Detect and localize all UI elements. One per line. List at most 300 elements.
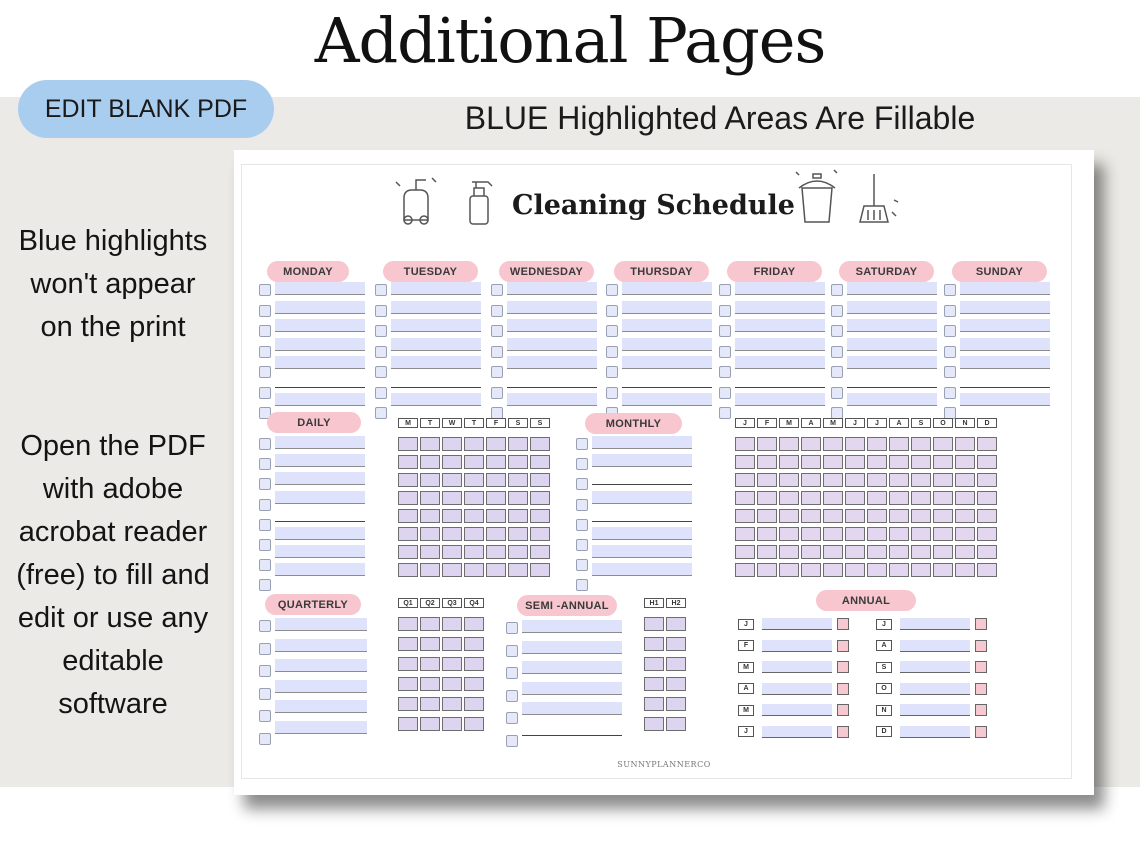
task-input[interactable] [847,375,937,388]
tracker-cell[interactable] [508,527,528,541]
tracker-cell[interactable] [420,717,440,731]
task-input[interactable] [592,545,692,558]
task-input[interactable] [507,375,597,388]
task-checkbox[interactable] [375,366,387,378]
tracker-cell[interactable] [977,473,997,487]
annual-task-input[interactable] [762,683,832,695]
tracker-cell[interactable] [933,473,953,487]
task-checkbox[interactable] [831,325,843,337]
task-checkbox[interactable] [375,387,387,399]
task-checkbox[interactable] [576,438,588,450]
tracker-cell[interactable] [845,437,865,451]
task-checkbox[interactable] [576,519,588,531]
tracker-cell[interactable] [398,717,418,731]
tracker-cell[interactable] [530,473,550,487]
annual-checkbox[interactable] [975,640,987,652]
task-checkbox[interactable] [259,478,271,490]
tracker-cell[interactable] [735,455,755,469]
task-input[interactable] [275,721,367,734]
tracker-cell[interactable] [977,491,997,505]
tracker-cell[interactable] [933,563,953,577]
tracker-cell[interactable] [420,509,440,523]
tracker-cell[interactable] [464,455,484,469]
tracker-cell[interactable] [644,677,664,691]
tracker-cell[interactable] [889,455,909,469]
task-input[interactable] [592,454,692,467]
task-input[interactable] [391,301,481,314]
tracker-cell[interactable] [955,563,975,577]
tracker-cell[interactable] [442,491,462,505]
tracker-cell[interactable] [644,717,664,731]
task-checkbox[interactable] [719,387,731,399]
tracker-cell[interactable] [933,491,953,505]
task-input[interactable] [622,319,712,332]
tracker-cell[interactable] [644,697,664,711]
task-input[interactable] [735,301,825,314]
tracker-cell[interactable] [398,509,418,523]
task-input[interactable] [507,319,597,332]
tracker-cell[interactable] [823,509,843,523]
task-checkbox[interactable] [491,366,503,378]
task-input[interactable] [522,641,622,654]
tracker-cell[interactable] [644,637,664,651]
tracker-cell[interactable] [508,437,528,451]
tracker-cell[interactable] [644,617,664,631]
tracker-cell[interactable] [398,563,418,577]
tracker-cell[interactable] [867,509,887,523]
task-checkbox[interactable] [831,346,843,358]
tracker-cell[interactable] [508,473,528,487]
task-input[interactable] [522,682,622,695]
task-checkbox[interactable] [719,366,731,378]
task-checkbox[interactable] [375,407,387,419]
tracker-cell[interactable] [735,509,755,523]
tracker-cell[interactable] [464,637,484,651]
annual-checkbox[interactable] [975,704,987,716]
tracker-cell[interactable] [801,563,821,577]
task-checkbox[interactable] [831,305,843,317]
task-input[interactable] [507,356,597,369]
task-input[interactable] [507,393,597,406]
tracker-cell[interactable] [420,437,440,451]
task-input[interactable] [391,356,481,369]
task-checkbox[interactable] [944,346,956,358]
tracker-cell[interactable] [955,491,975,505]
tracker-cell[interactable] [801,545,821,559]
tracker-cell[interactable] [845,509,865,523]
tracker-cell[interactable] [933,527,953,541]
annual-checkbox[interactable] [837,618,849,630]
task-checkbox[interactable] [719,346,731,358]
tracker-cell[interactable] [508,455,528,469]
tracker-cell[interactable] [955,509,975,523]
task-input[interactable] [960,301,1050,314]
tracker-cell[interactable] [464,697,484,711]
tracker-cell[interactable] [889,473,909,487]
task-checkbox[interactable] [719,325,731,337]
tracker-cell[interactable] [464,437,484,451]
task-checkbox[interactable] [719,407,731,419]
tracker-cell[interactable] [420,617,440,631]
tracker-cell[interactable] [955,527,975,541]
tracker-cell[interactable] [442,509,462,523]
task-checkbox[interactable] [944,284,956,296]
tracker-cell[interactable] [977,545,997,559]
task-input[interactable] [847,282,937,295]
tracker-cell[interactable] [666,657,686,671]
annual-checkbox[interactable] [837,640,849,652]
tracker-cell[interactable] [464,545,484,559]
task-checkbox[interactable] [259,284,271,296]
tracker-cell[interactable] [889,437,909,451]
task-input[interactable] [960,356,1050,369]
tracker-cell[interactable] [823,473,843,487]
task-input[interactable] [275,639,367,652]
annual-checkbox[interactable] [975,726,987,738]
task-input[interactable] [622,338,712,351]
tracker-cell[interactable] [530,563,550,577]
task-input[interactable] [275,338,365,351]
tracker-cell[interactable] [420,563,440,577]
tracker-cell[interactable] [757,491,777,505]
tracker-cell[interactable] [530,527,550,541]
tracker-cell[interactable] [779,545,799,559]
annual-task-input[interactable] [900,661,970,673]
tracker-cell[interactable] [823,455,843,469]
annual-task-input[interactable] [762,640,832,652]
tracker-cell[interactable] [977,527,997,541]
tracker-cell[interactable] [867,473,887,487]
tracker-cell[interactable] [977,509,997,523]
task-checkbox[interactable] [259,559,271,571]
task-input[interactable] [592,509,692,522]
tracker-cell[interactable] [757,437,777,451]
tracker-cell[interactable] [911,473,931,487]
tracker-cell[interactable] [398,491,418,505]
tracker-cell[interactable] [955,455,975,469]
task-checkbox[interactable] [831,284,843,296]
tracker-cell[interactable] [757,563,777,577]
annual-task-input[interactable] [900,640,970,652]
tracker-cell[interactable] [955,437,975,451]
task-input[interactable] [735,375,825,388]
task-input[interactable] [847,301,937,314]
tracker-cell[interactable] [933,437,953,451]
tracker-cell[interactable] [666,697,686,711]
task-input[interactable] [275,491,365,504]
tracker-cell[interactable] [955,473,975,487]
task-checkbox[interactable] [606,284,618,296]
task-input[interactable] [275,659,367,672]
annual-checkbox[interactable] [837,726,849,738]
task-checkbox[interactable] [259,519,271,531]
task-input[interactable] [275,509,365,522]
tracker-cell[interactable] [420,491,440,505]
tracker-cell[interactable] [486,545,506,559]
annual-task-input[interactable] [900,618,970,630]
tracker-cell[interactable] [823,545,843,559]
task-checkbox[interactable] [944,325,956,337]
annual-checkbox[interactable] [837,661,849,673]
tracker-cell[interactable] [442,717,462,731]
tracker-cell[interactable] [955,545,975,559]
tracker-cell[interactable] [486,437,506,451]
tracker-cell[interactable] [666,717,686,731]
tracker-cell[interactable] [801,455,821,469]
task-input[interactable] [847,393,937,406]
task-checkbox[interactable] [259,620,271,632]
task-input[interactable] [622,301,712,314]
task-input[interactable] [391,338,481,351]
tracker-cell[interactable] [530,437,550,451]
tracker-cell[interactable] [508,491,528,505]
tracker-cell[interactable] [442,677,462,691]
tracker-cell[interactable] [779,527,799,541]
tracker-cell[interactable] [977,455,997,469]
task-checkbox[interactable] [259,305,271,317]
task-input[interactable] [735,319,825,332]
task-input[interactable] [960,319,1050,332]
tracker-cell[interactable] [867,527,887,541]
tracker-cell[interactable] [889,563,909,577]
tracker-cell[interactable] [508,563,528,577]
task-checkbox[interactable] [506,690,518,702]
tracker-cell[interactable] [464,473,484,487]
task-checkbox[interactable] [259,438,271,450]
task-input[interactable] [847,338,937,351]
task-checkbox[interactable] [259,458,271,470]
tracker-cell[interactable] [933,509,953,523]
task-checkbox[interactable] [576,478,588,490]
tracker-cell[interactable] [735,437,755,451]
tracker-cell[interactable] [911,563,931,577]
task-checkbox[interactable] [506,712,518,724]
task-input[interactable] [507,301,597,314]
task-checkbox[interactable] [606,305,618,317]
annual-task-input[interactable] [762,618,832,630]
tracker-cell[interactable] [801,437,821,451]
task-checkbox[interactable] [576,499,588,511]
task-input[interactable] [847,319,937,332]
annual-task-input[interactable] [762,661,832,673]
task-checkbox[interactable] [944,305,956,317]
tracker-cell[interactable] [442,527,462,541]
tracker-cell[interactable] [757,545,777,559]
tracker-cell[interactable] [398,437,418,451]
task-checkbox[interactable] [491,305,503,317]
tracker-cell[interactable] [801,491,821,505]
task-input[interactable] [275,472,365,485]
tracker-cell[interactable] [779,473,799,487]
task-input[interactable] [275,375,365,388]
task-input[interactable] [275,618,367,631]
tracker-cell[interactable] [398,527,418,541]
annual-task-input[interactable] [900,726,970,738]
task-input[interactable] [275,436,365,449]
tracker-cell[interactable] [442,455,462,469]
task-checkbox[interactable] [606,346,618,358]
tracker-cell[interactable] [644,657,664,671]
task-input[interactable] [622,393,712,406]
tracker-cell[interactable] [442,637,462,651]
tracker-cell[interactable] [911,455,931,469]
task-input[interactable] [960,282,1050,295]
tracker-cell[interactable] [757,527,777,541]
tracker-cell[interactable] [889,491,909,505]
task-input[interactable] [275,282,365,295]
annual-checkbox[interactable] [975,683,987,695]
task-input[interactable] [735,338,825,351]
tracker-cell[interactable] [779,455,799,469]
tracker-cell[interactable] [845,473,865,487]
tracker-cell[interactable] [398,617,418,631]
tracker-cell[interactable] [508,509,528,523]
task-input[interactable] [735,356,825,369]
task-input[interactable] [275,527,365,540]
tracker-cell[interactable] [779,437,799,451]
task-checkbox[interactable] [491,387,503,399]
task-input[interactable] [592,491,692,504]
task-input[interactable] [622,282,712,295]
tracker-cell[interactable] [801,473,821,487]
task-checkbox[interactable] [259,665,271,677]
tracker-cell[interactable] [823,437,843,451]
tracker-cell[interactable] [442,473,462,487]
task-input[interactable] [275,319,365,332]
tracker-cell[interactable] [420,677,440,691]
tracker-cell[interactable] [977,437,997,451]
tracker-cell[interactable] [398,697,418,711]
task-input[interactable] [275,393,365,406]
task-input[interactable] [735,393,825,406]
tracker-cell[interactable] [442,545,462,559]
tracker-cell[interactable] [486,473,506,487]
tracker-cell[interactable] [666,637,686,651]
task-checkbox[interactable] [259,366,271,378]
tracker-cell[interactable] [530,509,550,523]
task-input[interactable] [622,375,712,388]
task-input[interactable] [522,620,622,633]
tracker-cell[interactable] [420,455,440,469]
task-checkbox[interactable] [576,559,588,571]
task-checkbox[interactable] [944,366,956,378]
tracker-cell[interactable] [486,527,506,541]
task-checkbox[interactable] [606,387,618,399]
tracker-cell[interactable] [420,697,440,711]
tracker-cell[interactable] [442,437,462,451]
annual-checkbox[interactable] [975,661,987,673]
tracker-cell[interactable] [867,491,887,505]
tracker-cell[interactable] [867,563,887,577]
tracker-cell[interactable] [867,455,887,469]
task-input[interactable] [960,338,1050,351]
tracker-cell[interactable] [845,455,865,469]
tracker-cell[interactable] [398,637,418,651]
annual-task-input[interactable] [900,704,970,716]
task-checkbox[interactable] [506,735,518,747]
tracker-cell[interactable] [464,563,484,577]
tracker-cell[interactable] [398,677,418,691]
task-input[interactable] [522,723,622,736]
tracker-cell[interactable] [823,563,843,577]
tracker-cell[interactable] [464,527,484,541]
task-checkbox[interactable] [259,688,271,700]
tracker-cell[interactable] [757,455,777,469]
tracker-cell[interactable] [845,563,865,577]
tracker-cell[interactable] [486,509,506,523]
task-input[interactable] [522,702,622,715]
task-checkbox[interactable] [506,622,518,634]
task-checkbox[interactable] [259,325,271,337]
tracker-cell[interactable] [911,491,931,505]
task-input[interactable] [735,282,825,295]
annual-checkbox[interactable] [837,683,849,695]
task-input[interactable] [275,356,365,369]
task-checkbox[interactable] [576,579,588,591]
tracker-cell[interactable] [735,545,755,559]
tracker-cell[interactable] [845,491,865,505]
tracker-cell[interactable] [530,491,550,505]
tracker-cell[interactable] [977,563,997,577]
task-input[interactable] [507,282,597,295]
edit-blank-pdf-button[interactable]: EDIT BLANK PDF [18,80,274,138]
task-checkbox[interactable] [506,667,518,679]
task-checkbox[interactable] [831,387,843,399]
tracker-cell[interactable] [735,491,755,505]
task-checkbox[interactable] [259,643,271,655]
tracker-cell[interactable] [823,527,843,541]
tracker-cell[interactable] [420,657,440,671]
tracker-cell[interactable] [911,545,931,559]
tracker-cell[interactable] [757,473,777,487]
tracker-cell[interactable] [530,455,550,469]
tracker-cell[interactable] [442,563,462,577]
task-input[interactable] [592,436,692,449]
tracker-cell[interactable] [486,563,506,577]
task-checkbox[interactable] [259,499,271,511]
tracker-cell[interactable] [420,637,440,651]
task-checkbox[interactable] [259,387,271,399]
tracker-cell[interactable] [933,455,953,469]
tracker-cell[interactable] [464,509,484,523]
task-input[interactable] [275,545,365,558]
task-checkbox[interactable] [491,325,503,337]
tracker-cell[interactable] [486,455,506,469]
task-input[interactable] [592,472,692,485]
task-input[interactable] [522,661,622,674]
tracker-cell[interactable] [508,545,528,559]
tracker-cell[interactable] [666,617,686,631]
tracker-cell[interactable] [801,527,821,541]
tracker-cell[interactable] [464,657,484,671]
tracker-cell[interactable] [911,509,931,523]
task-checkbox[interactable] [259,539,271,551]
task-input[interactable] [960,393,1050,406]
task-checkbox[interactable] [719,305,731,317]
task-checkbox[interactable] [576,539,588,551]
tracker-cell[interactable] [398,657,418,671]
tracker-cell[interactable] [398,545,418,559]
task-input[interactable] [391,319,481,332]
tracker-cell[interactable] [398,473,418,487]
tracker-cell[interactable] [911,527,931,541]
task-checkbox[interactable] [375,346,387,358]
task-input[interactable] [275,301,365,314]
annual-checkbox[interactable] [975,618,987,630]
tracker-cell[interactable] [464,617,484,631]
tracker-cell[interactable] [464,491,484,505]
annual-task-input[interactable] [900,683,970,695]
